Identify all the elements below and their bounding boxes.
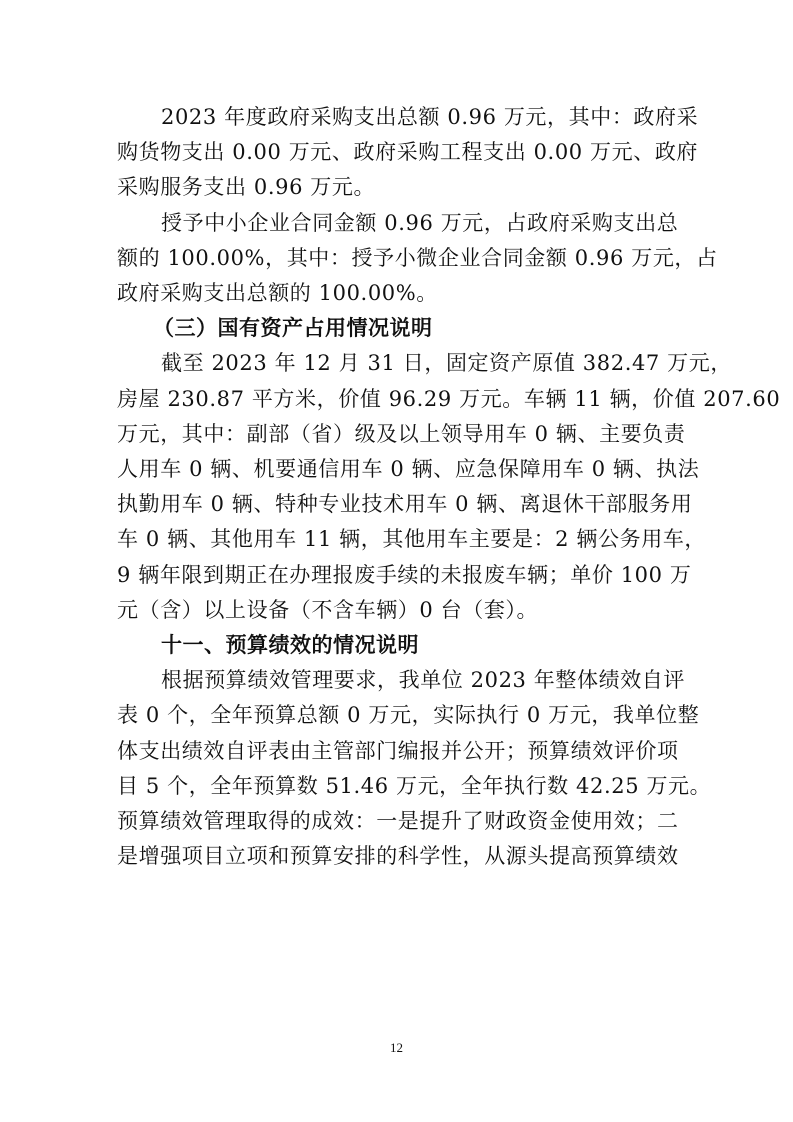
text-line: 购货物支出 0.00 万元、政府采购工程支出 0.00 万元、政府 <box>117 140 699 165</box>
text-line: 车 0 辆、其他用车 11 辆，其他用车主要是：2 辆公务用车， <box>117 527 707 552</box>
text-line: 执勤用车 0 辆、特种专业技术用车 0 辆、离退休干部服务用 <box>117 492 693 517</box>
text-line: 额的 100.00%，其中：授予小微企业合同金额 0.96 万元，占 <box>117 245 718 270</box>
section-heading: 十一、预算绩效的情况说明 <box>161 633 419 658</box>
text-line: 采购服务支出 0.96 万元。 <box>117 175 376 200</box>
text-line: 授予中小企业合同金额 0.96 万元，占政府采购支出总 <box>161 210 679 235</box>
text-line: 人用车 0 辆、机要通信用车 0 辆、应急保障用车 0 辆、执法 <box>117 457 700 482</box>
text-line: 房屋 230.87 平方米，价值 96.29 万元。车辆 11 辆，价值 207.60 <box>117 386 781 411</box>
text-line: 表 0 个，全年预算总额 0 万元，实际执行 0 万元，我单位整 <box>117 703 700 728</box>
text-line: 元（含）以上设备（不含车辆）0 台（套）。 <box>117 597 539 622</box>
section-heading: （三）国有资产占用情况说明 <box>153 316 433 341</box>
text-line: 万元，其中：副部（省）级及以上领导用车 0 辆、主要负责 <box>117 421 686 446</box>
text-line: 体支出绩效自评表由主管部门编报并公开；预算绩效评价项 <box>117 738 679 763</box>
text-line: 9 辆年限到期正在办理报废手续的未报废车辆；单价 100 万 <box>117 562 692 587</box>
text-line: 政府采购支出总额的 100.00%。 <box>117 281 438 306</box>
page-number: 12 <box>390 1040 403 1055</box>
text-line: 是增强项目立项和预算安排的科学性，从源头提高预算绩效 <box>117 844 679 869</box>
text-line: 目 5 个，全年预算数 51.46 万元，全年执行数 42.25 万元。 <box>117 773 712 798</box>
text-line: 预算绩效管理取得的成效：一是提升了财政资金使用效；二 <box>117 809 679 834</box>
text-line: 2023 年度政府采购支出总额 0.96 万元，其中：政府采 <box>161 105 699 129</box>
text-line: 根据预算绩效管理要求，我单位 2023 年整体绩效自评 <box>161 668 685 693</box>
document-body <box>117 100 781 874</box>
text-line: 截至 2023 年 12 月 31 日，固定资产原值 382.47 万元， <box>161 351 732 376</box>
